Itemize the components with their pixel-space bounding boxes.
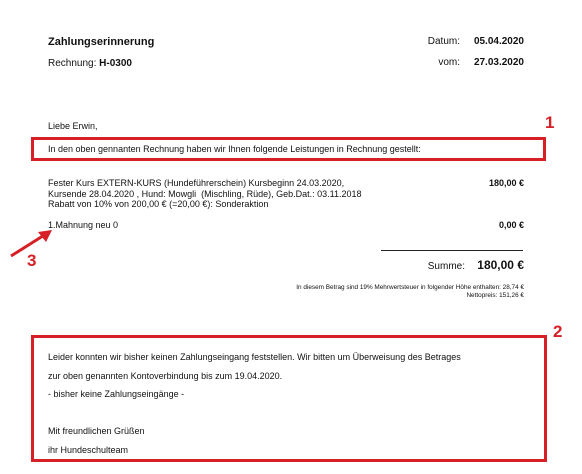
document-title: Zahlungserinnerung [48, 36, 155, 48]
annotation-label-3: 3 [27, 251, 37, 270]
annotation-label-1: 1 [545, 113, 555, 132]
from-date-value: 27.03.2020 [473, 57, 524, 68]
sum-value: 180,00 € [477, 258, 524, 272]
invoice-label: Rechnung: [48, 58, 97, 69]
from-date-label: vom: [438, 57, 460, 68]
net-price-note: Nettopreis: 151,26 € [466, 292, 524, 299]
sum-label: Summe: [427, 261, 465, 272]
line-item-course-text: Fester Kurs EXTERN-KURS (Hundeführerschein) Kursbeginn 24.03.2020, Kursende 28.04.2020 , Hund: Mowgli (Mischling, Rüde), Geb.Dat.: 03.11.2018 Rabatt von 10% von 200,00 € (=20,00 €): Sonderaktion [48, 178, 362, 209]
annotation-label-2: 2 [553, 322, 563, 341]
invoice-number: H-0300 [99, 58, 132, 69]
date-value: 05.04.2020 [473, 36, 524, 47]
intro-text: In den oben gennanten Rechnung haben wir Ihnen folgende Leistungen in Rechnung gestellt: [48, 144, 421, 154]
line-item-reminder-text: 1.Mahnung neu 0 [48, 220, 119, 230]
annotation-box-2 [31, 335, 547, 462]
invoice-number-line [48, 58, 132, 69]
salutation: Liebe Erwin, [48, 121, 98, 131]
reminder-letter-text: Leider konnten wir bisher keinen Zahlungseingang feststellen. Wir bitten um Überweisung des Betrages zur oben genannten Kontoverbindung bis zum 19.04.2020. - bisher keine Zahlungseingänge - Mit freundlichen Grüßen ihr Hundeschulteam [48, 352, 461, 455]
date-label: Datum: [427, 36, 460, 47]
sum-divider [381, 250, 523, 251]
vat-note: In diesem Betrag sind 19% Mehrwertsteuer in folgender Höhe enthalten: 28,74 € [296, 284, 524, 291]
annotation-box-1 [31, 137, 546, 161]
line-item-course-amount: 180,00 € [488, 178, 524, 188]
line-item-reminder-amount: 0,00 € [498, 220, 524, 230]
